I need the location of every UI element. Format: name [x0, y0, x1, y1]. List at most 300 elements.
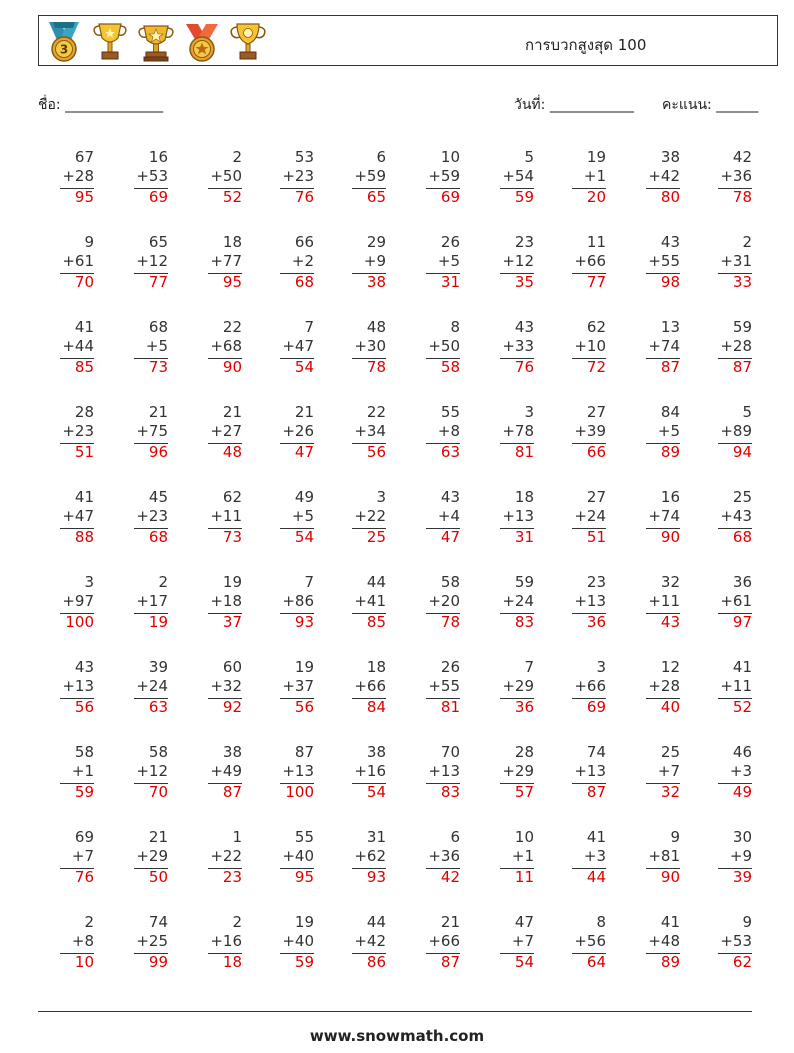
problem: [134, 743, 168, 802]
problem: [572, 488, 606, 547]
problem: [500, 488, 534, 547]
problem: [718, 828, 752, 887]
addend-bottom: +54: [502, 167, 534, 185]
answer: 68: [732, 528, 752, 546]
name-field: ชื่อ: ______________: [38, 97, 164, 113]
addend-top: 18: [366, 658, 386, 676]
answer: 52: [222, 188, 242, 206]
answer: 37: [222, 613, 242, 631]
answer: 51: [74, 443, 94, 461]
problem: [280, 488, 314, 547]
addend-bottom: +78: [502, 422, 534, 440]
answer: 59: [514, 188, 534, 206]
problem: [208, 488, 242, 547]
addend-top: 41: [732, 658, 752, 676]
answer: 72: [586, 358, 606, 376]
answer: 23: [222, 868, 242, 886]
problem: [500, 318, 534, 377]
trophy-star-icon: [135, 20, 177, 64]
addend-bottom: +4: [437, 507, 460, 525]
problem: [646, 743, 680, 802]
answer: 33: [732, 273, 752, 291]
addend-top: 19: [294, 658, 314, 676]
addend-bottom: +12: [136, 252, 168, 270]
addend-top: 41: [74, 488, 94, 506]
addend-top: 9: [670, 828, 680, 846]
addend-top: 7: [524, 658, 534, 676]
addend-bottom: +13: [574, 762, 606, 780]
addend-top: 27: [586, 488, 606, 506]
problem: [134, 403, 168, 462]
answer: 76: [294, 188, 314, 206]
addend-top: 18: [222, 233, 242, 251]
answer: 66: [586, 443, 606, 461]
medal-red-star-icon: [181, 20, 223, 64]
addend-bottom: +43: [720, 507, 752, 525]
answer: 42: [440, 868, 460, 886]
problem: [60, 828, 94, 887]
addend-bottom: +7: [71, 847, 94, 865]
answer: 73: [222, 528, 242, 546]
addend-bottom: +66: [574, 677, 606, 695]
addend-bottom: +29: [502, 762, 534, 780]
problem: [718, 658, 752, 717]
addend-bottom: +13: [62, 677, 94, 695]
addend-top: 22: [366, 403, 386, 421]
problem: [572, 318, 606, 377]
addend-bottom: +42: [648, 167, 680, 185]
addend-bottom: +22: [354, 507, 386, 525]
addend-top: 36: [732, 573, 752, 591]
answer: 83: [514, 613, 534, 631]
addend-bottom: +37: [282, 677, 314, 695]
addend-bottom: +5: [657, 422, 680, 440]
answer: 78: [440, 613, 460, 631]
problem: [134, 488, 168, 547]
addend-top: 41: [74, 318, 94, 336]
addend-top: 19: [294, 913, 314, 931]
addend-bottom: +5: [437, 252, 460, 270]
addend-bottom: +10: [574, 337, 606, 355]
addend-top: 28: [74, 403, 94, 421]
addend-bottom: +44: [62, 337, 94, 355]
problem: [500, 658, 534, 717]
addend-top: 25: [660, 743, 680, 761]
problem: [134, 573, 168, 632]
addend-bottom: +50: [428, 337, 460, 355]
addend-bottom: +23: [136, 507, 168, 525]
addend-top: 44: [366, 913, 386, 931]
problem: [60, 743, 94, 802]
addend-top: 58: [74, 743, 94, 761]
problem: [646, 403, 680, 462]
answer: 44: [586, 868, 606, 886]
answer: 58: [440, 358, 460, 376]
problem: [208, 913, 242, 972]
problem: [646, 318, 680, 377]
answer: 81: [514, 443, 534, 461]
answer: 50: [148, 868, 168, 886]
addend-bottom: +1: [71, 762, 94, 780]
problem: [426, 148, 460, 207]
answer: 43: [660, 613, 680, 631]
addend-top: 84: [660, 403, 680, 421]
answer: 31: [440, 273, 460, 291]
answer: 76: [514, 358, 534, 376]
addend-top: 55: [440, 403, 460, 421]
addend-bottom: +61: [720, 592, 752, 610]
addend-top: 13: [660, 318, 680, 336]
answer: 31: [514, 528, 534, 546]
problem: [60, 488, 94, 547]
addend-top: 43: [440, 488, 460, 506]
addend-bottom: +39: [574, 422, 606, 440]
answer: 51: [586, 528, 606, 546]
problem: [60, 318, 94, 377]
addend-top: 12: [660, 658, 680, 676]
answer: 97: [732, 613, 752, 631]
problem: [646, 488, 680, 547]
answer: 90: [660, 528, 680, 546]
addend-bottom: +59: [354, 167, 386, 185]
addend-bottom: +29: [136, 847, 168, 865]
addend-bottom: +23: [62, 422, 94, 440]
problem: [572, 913, 606, 972]
answer: 49: [732, 783, 752, 801]
addend-top: 22: [222, 318, 242, 336]
addend-bottom: +12: [502, 252, 534, 270]
answer: 48: [222, 443, 242, 461]
addend-bottom: +17: [136, 592, 168, 610]
problem: [134, 828, 168, 887]
addend-top: 21: [222, 403, 242, 421]
answer: 87: [440, 953, 460, 971]
addend-top: 87: [294, 743, 314, 761]
problem: [572, 573, 606, 632]
problem: [280, 148, 314, 207]
problem: [352, 913, 386, 972]
addend-top: 69: [74, 828, 94, 846]
answer: 56: [366, 443, 386, 461]
answer: 59: [294, 953, 314, 971]
problem: [646, 148, 680, 207]
answer: 93: [366, 868, 386, 886]
addend-top: 62: [586, 318, 606, 336]
addend-bottom: +40: [282, 932, 314, 950]
addend-bottom: +31: [720, 252, 752, 270]
addend-top: 43: [660, 233, 680, 251]
addend-bottom: +24: [136, 677, 168, 695]
answer: 100: [65, 613, 94, 631]
header-box: [38, 15, 778, 66]
addend-bottom: +7: [511, 932, 534, 950]
problem: [280, 233, 314, 292]
addend-top: 2: [232, 148, 242, 166]
addend-bottom: +32: [210, 677, 242, 695]
problem: [134, 658, 168, 717]
answer: 25: [366, 528, 386, 546]
addend-top: 30: [732, 828, 752, 846]
addend-top: 11: [586, 233, 606, 251]
problem: [500, 403, 534, 462]
addend-bottom: +9: [363, 252, 386, 270]
addend-bottom: +49: [210, 762, 242, 780]
addend-top: 38: [660, 148, 680, 166]
answer: 70: [148, 783, 168, 801]
addend-top: 3: [376, 488, 386, 506]
addend-top: 41: [586, 828, 606, 846]
problem: [572, 743, 606, 802]
answer: 87: [660, 358, 680, 376]
problem: [646, 573, 680, 632]
problem: [426, 913, 460, 972]
addend-bottom: +8: [71, 932, 94, 950]
answer: 20: [586, 188, 606, 206]
addend-bottom: +12: [136, 762, 168, 780]
addend-top: 6: [376, 148, 386, 166]
answer: 68: [148, 528, 168, 546]
answer: 90: [222, 358, 242, 376]
addend-bottom: +97: [62, 592, 94, 610]
answer: 47: [294, 443, 314, 461]
addend-bottom: +74: [648, 507, 680, 525]
addend-top: 44: [366, 573, 386, 591]
answer: 65: [366, 188, 386, 206]
answer: 56: [74, 698, 94, 716]
problem: [718, 913, 752, 972]
addend-top: 28: [514, 743, 534, 761]
addend-top: 9: [742, 913, 752, 931]
answer: 18: [222, 953, 242, 971]
answer: 77: [586, 273, 606, 291]
addend-bottom: +8: [437, 422, 460, 440]
answer: 98: [660, 273, 680, 291]
problem: [280, 573, 314, 632]
addend-bottom: +62: [354, 847, 386, 865]
answer: 84: [366, 698, 386, 716]
addend-bottom: +36: [720, 167, 752, 185]
addend-bottom: +55: [428, 677, 460, 695]
addend-bottom: +41: [354, 592, 386, 610]
addend-bottom: +1: [511, 847, 534, 865]
problem: [208, 403, 242, 462]
problem: [352, 318, 386, 377]
problem: [646, 913, 680, 972]
addend-bottom: +2: [291, 252, 314, 270]
addend-bottom: +75: [136, 422, 168, 440]
problem: [208, 233, 242, 292]
addend-bottom: +53: [136, 167, 168, 185]
answer: 59: [74, 783, 94, 801]
addend-top: 43: [74, 658, 94, 676]
addend-bottom: +3: [583, 847, 606, 865]
problem: [280, 658, 314, 717]
addend-bottom: +23: [282, 167, 314, 185]
addend-bottom: +48: [648, 932, 680, 950]
problem: [572, 828, 606, 887]
addend-bottom: +89: [720, 422, 752, 440]
addend-top: 46: [732, 743, 752, 761]
problem: [352, 828, 386, 887]
addend-top: 59: [732, 318, 752, 336]
problem: [60, 403, 94, 462]
award-icons: [43, 20, 269, 64]
problem: [500, 233, 534, 292]
addend-top: 42: [732, 148, 752, 166]
addend-top: 70: [440, 743, 460, 761]
addend-bottom: +16: [354, 762, 386, 780]
addend-bottom: +47: [62, 507, 94, 525]
answer: 35: [514, 273, 534, 291]
answer: 95: [222, 273, 242, 291]
problem: [352, 743, 386, 802]
addend-top: 31: [366, 828, 386, 846]
problem: [426, 573, 460, 632]
addend-bottom: +26: [282, 422, 314, 440]
problem: [718, 743, 752, 802]
problem: [718, 573, 752, 632]
addend-bottom: +30: [354, 337, 386, 355]
addend-top: 41: [660, 913, 680, 931]
addend-bottom: +16: [210, 932, 242, 950]
addend-top: 59: [514, 573, 534, 591]
addend-bottom: +18: [210, 592, 242, 610]
problem: [60, 233, 94, 292]
problem: [426, 488, 460, 547]
addend-top: 5: [524, 148, 534, 166]
addend-bottom: +42: [354, 932, 386, 950]
problem: [500, 573, 534, 632]
addend-top: 21: [148, 403, 168, 421]
problem: [208, 743, 242, 802]
answer: 99: [148, 953, 168, 971]
problem: [134, 913, 168, 972]
problem: [718, 403, 752, 462]
answer: 52: [732, 698, 752, 716]
problem: [208, 318, 242, 377]
addend-bottom: +24: [502, 592, 534, 610]
addend-top: 60: [222, 658, 242, 676]
addend-top: 66: [294, 233, 314, 251]
addend-bottom: +50: [210, 167, 242, 185]
addend-bottom: +1: [583, 167, 606, 185]
addend-bottom: +77: [210, 252, 242, 270]
answer: 19: [148, 613, 168, 631]
addend-top: 65: [148, 233, 168, 251]
problem: [280, 318, 314, 377]
svg-text:3: 3: [59, 42, 69, 57]
addend-top: 58: [148, 743, 168, 761]
problem: [352, 148, 386, 207]
addend-bottom: +13: [502, 507, 534, 525]
addend-bottom: +40: [282, 847, 314, 865]
problem: [280, 913, 314, 972]
answer: 86: [366, 953, 386, 971]
problem: [718, 233, 752, 292]
addend-bottom: +13: [282, 762, 314, 780]
answer: 81: [440, 698, 460, 716]
addend-bottom: +7: [657, 762, 680, 780]
problem: [134, 233, 168, 292]
answer: 36: [586, 613, 606, 631]
answer: 63: [148, 698, 168, 716]
addend-bottom: +66: [574, 252, 606, 270]
problem: [60, 658, 94, 717]
addend-bottom: +28: [648, 677, 680, 695]
addend-top: 38: [222, 743, 242, 761]
addend-top: 68: [148, 318, 168, 336]
answer: 54: [294, 358, 314, 376]
addend-bottom: +5: [291, 507, 314, 525]
addend-top: 43: [514, 318, 534, 336]
problem: [352, 658, 386, 717]
addend-top: 29: [366, 233, 386, 251]
addend-top: 19: [222, 573, 242, 591]
answer: 68: [294, 273, 314, 291]
answer: 54: [294, 528, 314, 546]
medal-3-icon: [43, 20, 85, 64]
addend-bottom: +11: [720, 677, 752, 695]
page-title: การบวกสูงสุด 100: [525, 36, 647, 54]
addend-bottom: +28: [62, 167, 94, 185]
problem: [426, 318, 460, 377]
answer: 87: [586, 783, 606, 801]
addend-top: 8: [450, 318, 460, 336]
addend-top: 3: [84, 573, 94, 591]
problem: [718, 148, 752, 207]
addend-top: 16: [148, 148, 168, 166]
addend-bottom: +13: [574, 592, 606, 610]
addend-top: 2: [232, 913, 242, 931]
addend-top: 25: [732, 488, 752, 506]
problem: [572, 148, 606, 207]
addend-top: 9: [84, 233, 94, 251]
answer: 73: [148, 358, 168, 376]
answer: 95: [294, 868, 314, 886]
problem: [60, 148, 94, 207]
addend-top: 62: [222, 488, 242, 506]
addend-top: 19: [586, 148, 606, 166]
problem: [646, 658, 680, 717]
addend-top: 53: [294, 148, 314, 166]
footer-site: www.snowmath.com: [309, 1027, 485, 1045]
addend-bottom: +13: [428, 762, 460, 780]
addend-top: 10: [514, 828, 534, 846]
problem: [134, 318, 168, 377]
problem: [280, 828, 314, 887]
problem: [572, 403, 606, 462]
footer-divider: [38, 1011, 752, 1012]
problem: [352, 403, 386, 462]
problem: [208, 658, 242, 717]
addend-top: 8: [596, 913, 606, 931]
addend-top: 10: [440, 148, 460, 166]
answer: 96: [148, 443, 168, 461]
addend-bottom: +33: [502, 337, 534, 355]
answer: 36: [514, 698, 534, 716]
addend-top: 27: [586, 403, 606, 421]
answer: 85: [74, 358, 94, 376]
answer: 70: [74, 273, 94, 291]
answer: 78: [366, 358, 386, 376]
addend-bottom: +25: [136, 932, 168, 950]
problem: [718, 318, 752, 377]
addend-top: 47: [514, 913, 534, 931]
answer: 90: [660, 868, 680, 886]
addend-bottom: +24: [574, 507, 606, 525]
addend-bottom: +81: [648, 847, 680, 865]
answer: 88: [74, 528, 94, 546]
